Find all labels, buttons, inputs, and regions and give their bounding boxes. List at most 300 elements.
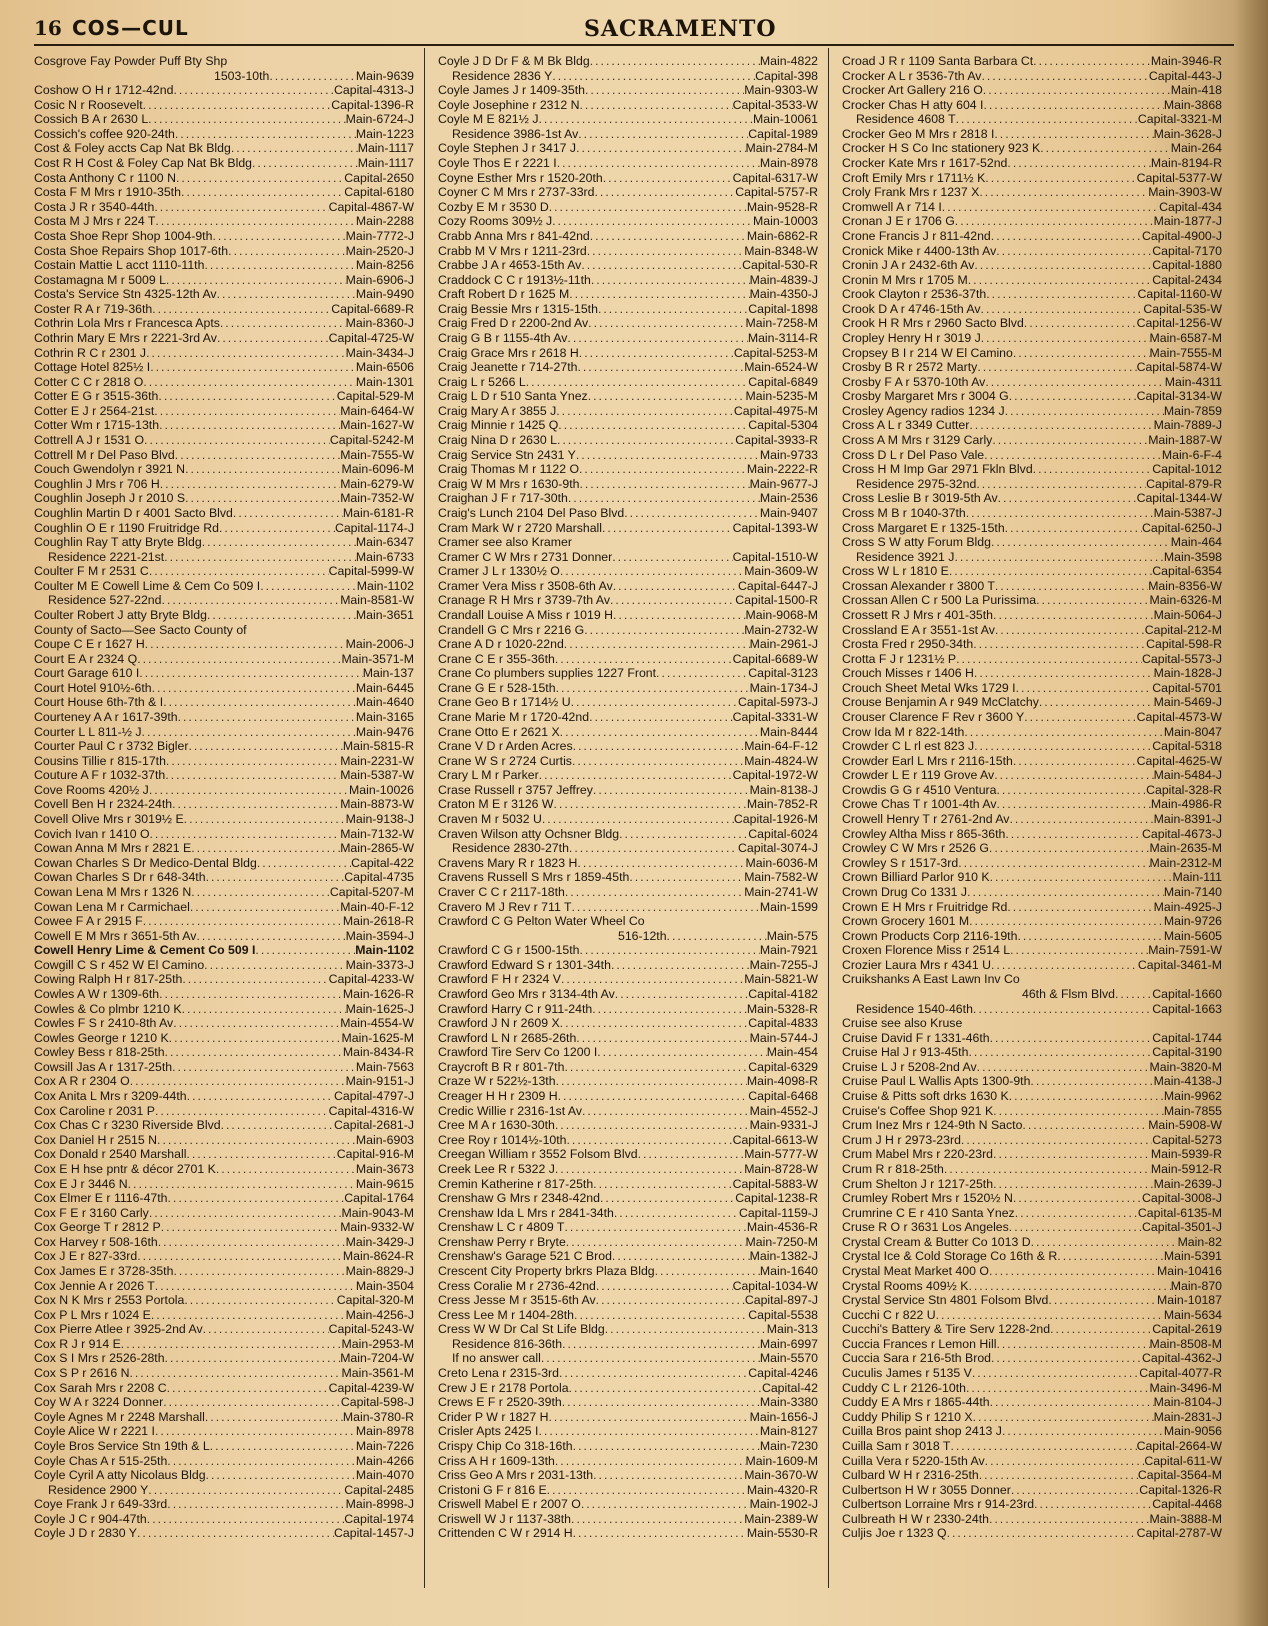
entry-phone: Capital-6135-M (1137, 1205, 1222, 1220)
entry-phone: Capital-4900-J (1142, 228, 1222, 243)
entry-phone: Main-7591-W (1148, 943, 1222, 958)
directory-entry (438, 841, 818, 856)
directory-entry (842, 462, 1222, 477)
entry-phone: Capital-6613-W (732, 1132, 818, 1147)
entry-phone: Main-5821-W (744, 972, 818, 987)
directory-entry (842, 1045, 1222, 1060)
entry-phone: Capital-1974 (344, 1511, 414, 1526)
leader-dots (579, 943, 759, 958)
entry-phone: Capital-1898 (748, 301, 818, 316)
entry-phone: Main-1223 (355, 126, 414, 141)
directory-entry (438, 564, 818, 579)
leader-dots (576, 448, 760, 463)
leader-dots (173, 1016, 340, 1031)
entry-name: Crossan Allen C r 500 La Purissima (842, 593, 1037, 608)
entry-name: Cotter E G r 3515-36th (34, 389, 159, 404)
entry-phone: Main-3780-R (342, 1409, 414, 1424)
entry-phone: Main-8829-J (345, 1263, 414, 1278)
directory-entry (438, 1220, 818, 1235)
leader-dots (1005, 521, 1142, 536)
page-range: COS—CUL (72, 16, 189, 40)
entry-phone: Capital-3461-M (1137, 957, 1222, 972)
entry-phone: Main-1902-J (749, 1497, 818, 1512)
entry-name: Crosta Fred r 2950-34th (842, 637, 974, 652)
entry-phone: Main-5387-J (1153, 505, 1222, 520)
directory-entry (438, 433, 818, 448)
entry-phone: Main-7352-W (340, 491, 414, 506)
directory-entry (34, 521, 414, 536)
entry-name: Cruikshanks A East Lawn Inv Co (842, 972, 1020, 987)
entry-name: Crawford C G r 1500-15th (438, 943, 580, 958)
entry-phone: Capital-3933-R (735, 433, 818, 448)
leader-dots (175, 448, 340, 463)
entry-name: Cothrin Mary E Mrs r 2221-3rd Av (34, 330, 217, 345)
entry-name: Cruise L J r 5208-2nd Av (842, 1059, 977, 1074)
entry-name: Cross A M Mrs r 3129 Carly (842, 433, 993, 448)
entry-name: Crystal Rooms 409½ K (842, 1278, 969, 1293)
entry-name: Crawford Harry C r 911-24th (438, 1001, 593, 1016)
directory-entry (842, 1351, 1222, 1366)
entry-name: Crowley Altha Miss r 865-36th (842, 826, 1006, 841)
entry-name: Crocker A L r 3536-7th Av (842, 68, 982, 83)
entry-name: Craig L D r 510 Santa Ynez (438, 389, 588, 404)
leader-dots (164, 550, 356, 565)
directory-entry (438, 360, 818, 375)
leader-dots (564, 1220, 746, 1235)
entry-phone: Capital-3321-M (1137, 112, 1222, 127)
entry-name: Crum Mabel Mrs r 220-23rd (842, 1147, 994, 1162)
directory-entry (842, 477, 1222, 492)
directory-entry (34, 972, 414, 987)
entry-name: Cram Mark W r 2720 Marshall (438, 520, 602, 535)
directory-entry (842, 623, 1222, 638)
entry-name: Crocker Geo M Mrs r 2818 I (842, 126, 995, 141)
directory-entry (842, 375, 1222, 390)
entry-phone: Main-2618-R (342, 914, 414, 929)
directory-entry (34, 929, 414, 944)
entry-phone: Capital-7170 (1152, 243, 1222, 258)
directory-entry (34, 593, 414, 608)
entry-name: Cox F E r 3160 Carly (34, 1205, 149, 1220)
directory-entry (842, 1002, 1222, 1017)
leader-dots (190, 900, 340, 915)
entry-name: Crook H R Mrs r 2960 Sacto Blvd (842, 316, 1024, 331)
entry-phone: Main-3504 (355, 1278, 414, 1293)
leader-dots (162, 593, 341, 608)
entry-phone: Main-4138-J (1153, 1074, 1222, 1089)
leader-dots (557, 433, 735, 448)
entry-phone: Main-1102 (355, 943, 414, 958)
entry-phone: Main-7859 (1163, 403, 1222, 418)
entry-phone: Main-9043-M (341, 1205, 414, 1220)
entry-phone: Main-454 (766, 1045, 818, 1060)
entry-name: Cost R H Cost & Foley Cap Nat Bk Bldg (34, 156, 253, 171)
entry-name: Crum Shelton J r 1217-25th (842, 1176, 994, 1191)
directory-entry (34, 127, 414, 142)
entry-phone: Capital-3331-W (732, 710, 818, 725)
entry-name: Cress W W Dr Cal St Life Bldg (438, 1322, 605, 1337)
leader-dots (160, 477, 340, 492)
entry-phone: Main-3561-M (341, 1366, 414, 1381)
leader-dots (585, 83, 744, 98)
directory-entry (438, 1381, 818, 1396)
directory-entry (438, 870, 818, 885)
entry-name: Cottrell M r Del Paso Blvd (34, 447, 175, 462)
entry-name: Cress Lee M r 1404-28th (438, 1307, 575, 1322)
directory-entry (34, 360, 414, 375)
entry-name: Court Garage 610 I (34, 666, 140, 681)
leader-dots (598, 302, 748, 317)
directory-entry (842, 1264, 1222, 1279)
entry-phone: Main-7204-W (340, 1351, 414, 1366)
entry-phone: Main-1734-J (749, 680, 818, 695)
leader-dots (579, 346, 734, 361)
entry-name: Cronick Mike r 4400-13th Av (842, 243, 997, 258)
entry-name: Crenshaw's Garage 521 C Brod (438, 1249, 612, 1264)
entry-name: Cuddy Philip S r 1210 X (842, 1409, 973, 1424)
entry-name: Craig Mary A r 3855 J (438, 403, 557, 418)
entry-name: Residence 3986-1st Av (452, 126, 579, 141)
entry-phone: Main-3609-W (744, 564, 818, 579)
entry-phone: Capital-5874-W (1136, 360, 1222, 375)
entry-phone: Capital-5573-J (1142, 651, 1222, 666)
directory-entry (34, 389, 414, 404)
leader-dots (173, 1264, 345, 1279)
directory-entry (842, 1454, 1222, 1469)
leader-dots (956, 112, 1138, 127)
leader-dots (206, 870, 345, 885)
directory-entry (842, 404, 1222, 419)
directory-entry (842, 987, 1222, 1002)
entry-name: Cruise Paul L Wallis Apts 1300-9th (842, 1074, 1031, 1089)
entry-phone: Main-2006-J (345, 637, 414, 652)
leader-dots (629, 870, 744, 885)
entry-phone: Main-1599 (759, 899, 818, 914)
leader-dots (143, 98, 332, 113)
leader-dots (571, 1512, 744, 1527)
entry-name: Coulter F M r 2531 C (34, 564, 149, 579)
entry-name: Crocker Art Gallery 216 O (842, 83, 983, 98)
directory-entry (842, 83, 1222, 98)
directory-entry (438, 1016, 818, 1031)
directory-entry (438, 98, 818, 113)
entry-name: If no answer call (452, 1351, 541, 1366)
entry-name: Costain Mattie L acct 1110-11th (34, 258, 205, 273)
entry-name: Coyle Josephine r 2312 N (438, 97, 580, 112)
entry-phone: Capital-2650 (344, 170, 414, 185)
leader-dots (152, 302, 331, 317)
leader-dots (592, 1002, 747, 1017)
entry-name: Cousins Tillie r 815-17th (34, 753, 166, 768)
leader-dots (129, 1366, 341, 1381)
leader-dots (1036, 593, 1149, 608)
leader-dots (942, 200, 1159, 215)
entry-phone: Main-3946-R (1150, 54, 1222, 68)
leader-dots (1050, 1322, 1152, 1337)
entry-phone: Main-313 (766, 1322, 818, 1337)
entry-phone: Main-6903 (355, 1132, 414, 1147)
entry-phone: Main-2741-W (744, 884, 818, 899)
leader-dots (1007, 900, 1153, 915)
entry-phone: Capital-4362-J (1142, 1351, 1222, 1366)
directory-entry (34, 1424, 414, 1439)
directory-entry (34, 710, 414, 725)
entry-name: Cristoni G F r 816 E (438, 1482, 547, 1497)
directory-entry (842, 54, 1222, 69)
entry-name: Residence 2836 Y (452, 68, 553, 83)
entry-phone: Main-5777-W (744, 1147, 818, 1162)
entry-name: Cowsill Jas A r 1317-25th (34, 1059, 173, 1074)
directory-entry (34, 1045, 414, 1060)
entry-phone: Main-3380 (759, 1395, 818, 1410)
leader-dots (220, 316, 346, 331)
leader-dots (977, 360, 1136, 375)
entry-name: Courteney A A r 1617-39th (34, 710, 178, 725)
entry-phone: Main-9726 (1163, 914, 1222, 929)
leader-dots (588, 389, 746, 404)
entry-phone: Main-8104-J (1153, 1395, 1222, 1410)
entry-phone: Main-4266 (355, 1453, 414, 1468)
entry-phone: Capital-6689-W (732, 651, 818, 666)
directory-entry (842, 418, 1222, 433)
directory-entry (842, 1147, 1222, 1162)
entry-name: Craig Nina D r 2630 L (438, 433, 557, 448)
entry-name: Craig Jeanette r 714-27th (438, 360, 578, 375)
entry-phone: Capital-529-M (336, 389, 414, 404)
directory-entry (34, 885, 414, 900)
leader-dots (552, 69, 755, 84)
entry-name: Covell Ben H r 2324-24th (34, 797, 173, 812)
leader-dots (1013, 1191, 1142, 1206)
leader-dots (581, 1497, 750, 1512)
entry-name: Coupe C E r 1627 H (34, 637, 145, 652)
leader-dots (936, 1308, 1164, 1323)
directory-entry (438, 448, 818, 463)
directory-entry (34, 433, 414, 448)
leader-dots (577, 360, 744, 375)
directory-entry (34, 1322, 414, 1337)
entry-name: Crenshaw G Mrs r 2348-42nd (438, 1191, 600, 1206)
leader-dots (966, 506, 1154, 521)
entry-phone: Main-10003 (753, 214, 818, 229)
entry-phone: Capital-897-J (744, 1293, 818, 1308)
leader-dots (1057, 1249, 1164, 1264)
leader-dots (154, 200, 328, 215)
entry-name: Craig's Lunch 2104 Del Paso Blvd (438, 505, 625, 520)
entry-name: Courter L L 811-½ J (34, 724, 142, 739)
entry-name: Crystal Ice & Cold Storage Co 16th & R (842, 1249, 1058, 1264)
entry-name: Crescent City Property brkrs Plaza Bldg (438, 1263, 655, 1278)
entry-phone: Capital-4625-W (1136, 753, 1222, 768)
entry-name: Cravens Mary R r 1823 H (438, 855, 578, 870)
entry-name: Crocker Kate Mrs r 1617-52nd (842, 156, 1008, 171)
directory-entry (438, 608, 818, 623)
directory-entry (438, 812, 818, 827)
directory-column-3 (842, 54, 1222, 1541)
directory-entry (842, 448, 1222, 463)
directory-entry (842, 900, 1222, 915)
entry-name: Cruise see also Kruse (842, 1016, 963, 1031)
entry-phone: Capital-3501-J (1142, 1220, 1222, 1235)
directory-entry (842, 433, 1222, 448)
leader-dots (1024, 316, 1137, 331)
directory-entry (842, 1118, 1222, 1133)
entry-phone: Main-3868 (1163, 97, 1222, 112)
leader-dots (989, 1512, 1150, 1527)
leader-dots (206, 1468, 356, 1483)
directory-entry (438, 1293, 818, 1308)
leader-dots (998, 491, 1137, 506)
entry-name: Cox Harvey r 508-16th (34, 1234, 158, 1249)
entry-name: Costa F M Mrs r 1910-35th (34, 185, 181, 200)
directory-entry (34, 1074, 414, 1089)
entry-phone: Main-3670-W (744, 1468, 818, 1483)
entry-phone: Main-9332-W (340, 1220, 414, 1235)
leader-dots (155, 1424, 356, 1439)
entry-phone: Capital-5701 (1152, 680, 1222, 695)
leader-dots (202, 535, 356, 550)
entry-name: Cramer C W Mrs r 2731 Donner (438, 549, 613, 564)
leader-dots (573, 1526, 747, 1541)
directory-entry (34, 812, 414, 827)
entry-phone: Main-6733 (355, 549, 414, 564)
directory-entry (842, 69, 1222, 84)
entry-name: Coulter M E Cowell Lime & Cem Co 509 I (34, 578, 261, 593)
entry-phone: Main-3598 (1163, 549, 1222, 564)
directory-entry (438, 1526, 818, 1541)
leader-dots (573, 739, 745, 754)
leader-dots (541, 1351, 760, 1366)
leader-dots (181, 185, 344, 200)
entry-name: Costamagna M r 5009 L (34, 272, 166, 287)
directory-entry (438, 1118, 818, 1133)
directory-entry (438, 1337, 818, 1352)
directory-entry (34, 83, 414, 98)
entry-phone: Capital-4797-J (334, 1089, 414, 1104)
directory-entry (842, 754, 1222, 769)
entry-name: Court E A r 2324 Q (34, 651, 138, 666)
leader-dots (143, 375, 356, 390)
entry-phone: Main-6279-W (340, 476, 414, 491)
entry-name: 1503-10th (214, 68, 270, 83)
entry-phone: Capital-6849 (748, 374, 818, 389)
leader-dots (1005, 827, 1142, 842)
directory-entry (842, 608, 1222, 623)
leader-dots (993, 1104, 1164, 1119)
entry-name: Craze W r 522½-13th (438, 1074, 556, 1089)
leader-dots (557, 156, 760, 171)
leader-dots (593, 1468, 744, 1483)
entry-phone: Capital-398 (755, 68, 818, 83)
leader-dots (579, 462, 747, 477)
leader-dots (991, 1351, 1142, 1366)
leader-dots (985, 171, 1136, 186)
leader-dots (596, 1293, 745, 1308)
entry-name: Crawford Tire Serv Co 1200 I (438, 1045, 598, 1060)
entry-name: Crown Billiard Parlor 910 K (842, 870, 990, 885)
entry-phone: Main-6906-J (345, 272, 414, 287)
directory-entry (842, 1424, 1222, 1439)
entry-name: Crozier Laura Mrs r 4341 U (842, 957, 991, 972)
directory-entry (438, 346, 818, 361)
entry-phone: Main-8127 (759, 1424, 818, 1439)
directory-entry (438, 900, 818, 915)
entry-name: Cross Margaret E r 1325-15th (842, 520, 1005, 535)
entry-name: Crouser Clarence F Rev r 3600 Y (842, 710, 1025, 725)
directory-entry (34, 739, 414, 754)
entry-name: Craig W M Mrs r 1630-9th (438, 476, 580, 491)
directory-entry (438, 200, 818, 215)
leader-dots (1011, 1483, 1139, 1498)
leader-dots (612, 1249, 750, 1264)
leader-dots (981, 331, 1150, 346)
directory-entry (438, 389, 818, 404)
entry-phone: Main-6-F-4 (1161, 447, 1222, 462)
entry-name: Cowell Henry Lime & Cement Co 509 I (34, 943, 256, 958)
leader-dots (559, 1366, 748, 1381)
leader-dots (255, 943, 355, 958)
directory-column-1 (34, 54, 414, 1541)
leader-dots (159, 418, 340, 433)
entry-phone: Capital-5538 (748, 1307, 818, 1322)
directory-entry (842, 841, 1222, 856)
entry-phone: Capital-1972-W (732, 768, 818, 783)
leader-dots (556, 1074, 747, 1089)
directory-entry (842, 1366, 1222, 1381)
leader-dots (233, 506, 343, 521)
entry-phone: Capital-1764 (344, 1191, 414, 1206)
entry-phone: Capital-5253-M (733, 345, 818, 360)
directory-entry (438, 258, 818, 273)
entry-name: Costa Shoe Repr Shop 1004-9th (34, 228, 213, 243)
entry-phone: Main-5328-R (746, 1001, 818, 1016)
directory-entry (438, 652, 818, 667)
entry-phone: Main-8998-J (345, 1497, 414, 1512)
leader-dots (191, 885, 330, 900)
entry-name: Cross A L r 3349 Cutter (842, 418, 970, 433)
entry-name: Crandell G C Mrs r 2216 G (438, 622, 585, 637)
entry-name: Cucchi C r 822 U (842, 1307, 936, 1322)
entry-name: Craighan J F r 717-30th (438, 491, 568, 506)
leader-dots (128, 1177, 356, 1192)
directory-entry (842, 229, 1222, 244)
directory-entry (842, 287, 1222, 302)
entry-name: 516-12th (618, 928, 667, 943)
entry-name: Crook D A r 4746-15th Av (842, 301, 981, 316)
leader-dots (990, 1395, 1154, 1410)
directory-entry (438, 958, 818, 973)
leader-dots (269, 69, 356, 84)
leader-dots (1009, 812, 1153, 827)
entry-phone: Main-3673 (355, 1161, 414, 1176)
directory-entry (34, 331, 414, 346)
entry-phone: Main-5939-R (1150, 1147, 1222, 1162)
leader-dots (638, 1147, 745, 1162)
leader-dots (956, 652, 1142, 667)
entry-phone: Main-5530-R (746, 1526, 818, 1541)
entry-phone: Capital-3074-J (738, 841, 818, 856)
entry-name: Cowing Ralph H r 817-25th (34, 972, 183, 987)
entry-name: Cox Caroline r 2031 P (34, 1103, 155, 1118)
directory-entry (34, 316, 414, 331)
leader-dots (949, 564, 1152, 579)
directory-entry (438, 987, 818, 1002)
directory-entry (842, 1089, 1222, 1104)
entry-name: Crabbe J A r 4653-15th Av (438, 258, 582, 273)
leader-dots (159, 987, 343, 1002)
directory-entry (438, 1133, 818, 1148)
entry-name: Crook Clayton r 2536-37th (842, 287, 987, 302)
